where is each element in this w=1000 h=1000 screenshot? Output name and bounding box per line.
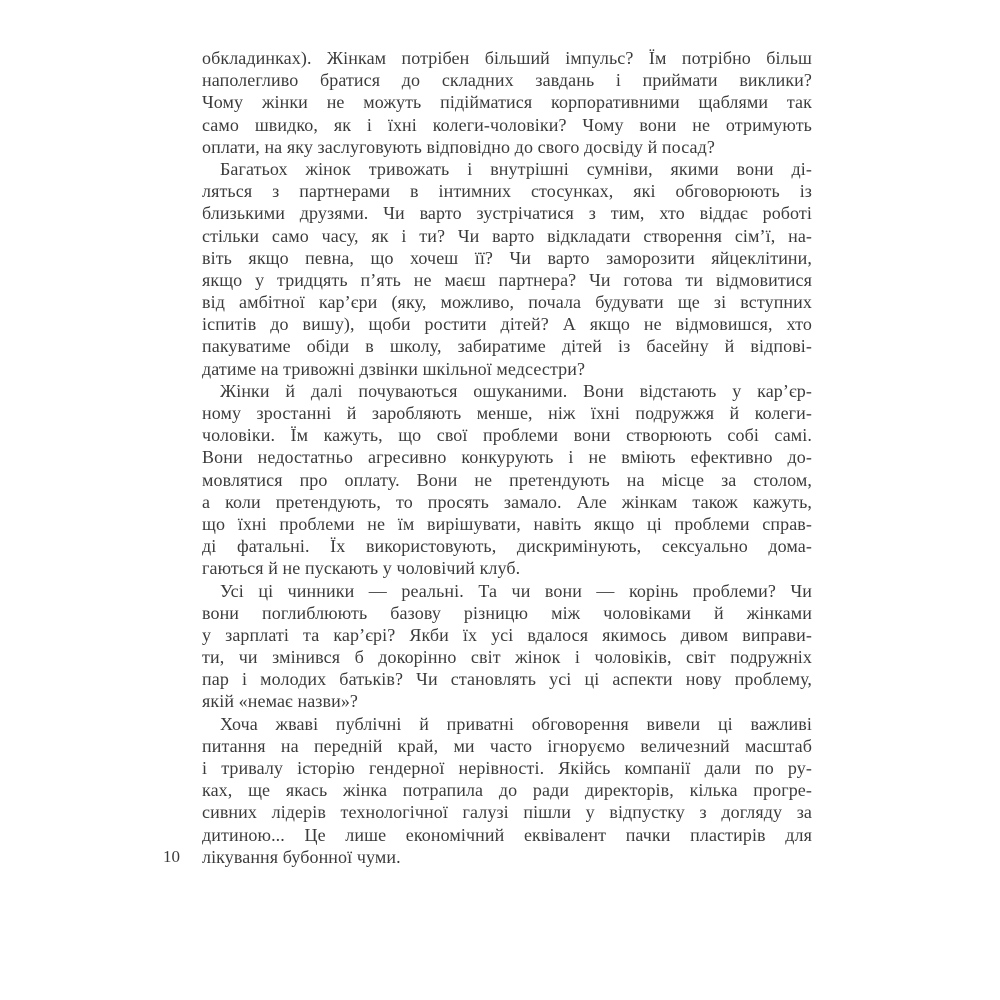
text-line: наполегливо братися до складних завдань і приймати виклики? [202, 70, 812, 91]
text-line: мовлятися про оплату. Вони не претендують на місце за столом, [202, 469, 812, 490]
text-line: дитиною... Це лише економічний еквівалент пачки пластирів для [202, 824, 812, 845]
text-line: у зарплаті та кар’єрі? Якби їх усі вдалося якимось дивом виправи- [202, 624, 812, 645]
text-line: стільки само часу, як і ти? Чи варто відкладати створення сім’ї, на- [202, 225, 812, 246]
text-line: від амбітної кар’єри (яку, можливо, почала будувати ще зі вступних [202, 292, 812, 313]
text-line: а коли претендують, то просять замало. Але жінкам також кажуть, [202, 491, 812, 512]
text-line: іспитів до вишу), щоби ростити дітей? А якщо не відмовишся, хто [202, 314, 812, 335]
text-line: якій «немає назви»? [202, 691, 359, 712]
text-line: ді фатальні. Їх використовують, дискримінують, сексуально дома- [202, 536, 812, 557]
text-line: і тривалу історію гендерної нерівності. Якійсь компанії дали по ру- [202, 758, 812, 778]
text-line: ному зростанні й заробляють менше, ніж їхні подружжя й колеги- [202, 403, 812, 423]
text-line: вони поглиблюють базову різницю між чоловіками й жінками [202, 602, 812, 623]
text-line: Хоча жваві публічні й приватні обговорення вивели ці важливі [220, 713, 812, 734]
text-line: якщо у тридцять п’ять не маєш партнера? Чи готова ти відмовитися [202, 269, 812, 290]
paragraph [202, 47, 812, 158]
text-line: оплати, на яку заслуговують відповідно до свого досвіду й посад? [202, 136, 715, 157]
text-line: Жінки й далі почуваються ошуканими. Вони відстають у кар’єр- [220, 380, 812, 401]
text-line: Усі ці чинники — реальні. Та чи вони — корінь проблеми? Чи [220, 580, 812, 601]
text-line: близькими друзями. Чи варто зустрічатися з тим, хто віддає роботі [202, 203, 812, 224]
paragraph [202, 713, 812, 868]
text-line: віть якщо певна, що хочеш її? Чи варто заморозити яйцеклітини, [202, 247, 812, 268]
text-line: датиме на тривожні дзвінки шкільної медсестри? [202, 358, 586, 379]
page-number: 10 [163, 847, 180, 866]
text-line: чоловіки. Їм кажуть, що свої проблеми вони створюють собі самі. [202, 425, 812, 446]
text-line: сивних лідерів технологічної галузі пішли у відпустку з догляду за [202, 802, 812, 823]
text-line: само швидко, як і їхні колеги-чоловіки? Чому вони не отримують [202, 114, 812, 135]
text-line: ках, ще якась жінка потрапила до ради директорів, кілька прогре- [202, 780, 812, 801]
paragraph [202, 380, 812, 580]
text-block [202, 47, 812, 868]
text-line: обкладинках). Жінкам потрібен більший імпульс? Їм потрібно більш [202, 48, 812, 68]
paragraph [202, 580, 812, 713]
text-line: пакуватиме обіди в школу, забиратиме дітей із басейну й відпові- [202, 336, 812, 357]
text-line: Багатьох жінок тривожать і внутрішні сумніви, якими вони ді- [220, 158, 812, 179]
paragraph [202, 158, 812, 380]
text-line: лікування бубонної чуми. [202, 846, 401, 867]
text-line: ляться з партнерами в інтимних стосунках, які обговорюють із [202, 181, 812, 202]
text-line: гаються й не пускають у чоловічий клуб. [202, 558, 521, 579]
text-line: Чому жінки не можуть підійматися корпоративними щаблями так [202, 92, 812, 113]
text-line: що їхні проблеми не їм вирішувати, навіть якщо ці проблеми справ- [202, 513, 812, 534]
text-line: Вони недостатньо агресивно конкурують і не вміють ефективно до- [202, 447, 812, 468]
text-line: пар і молодих батьків? Чи становлять усі ці аспекти нову проблему, [202, 669, 812, 690]
text-line: питання на передній край, ми часто ігноруємо величезний масштаб [202, 735, 812, 756]
text-line: ти, чи змінився б докорінно світ жінок і чоловіків, світ подружніх [202, 647, 812, 668]
